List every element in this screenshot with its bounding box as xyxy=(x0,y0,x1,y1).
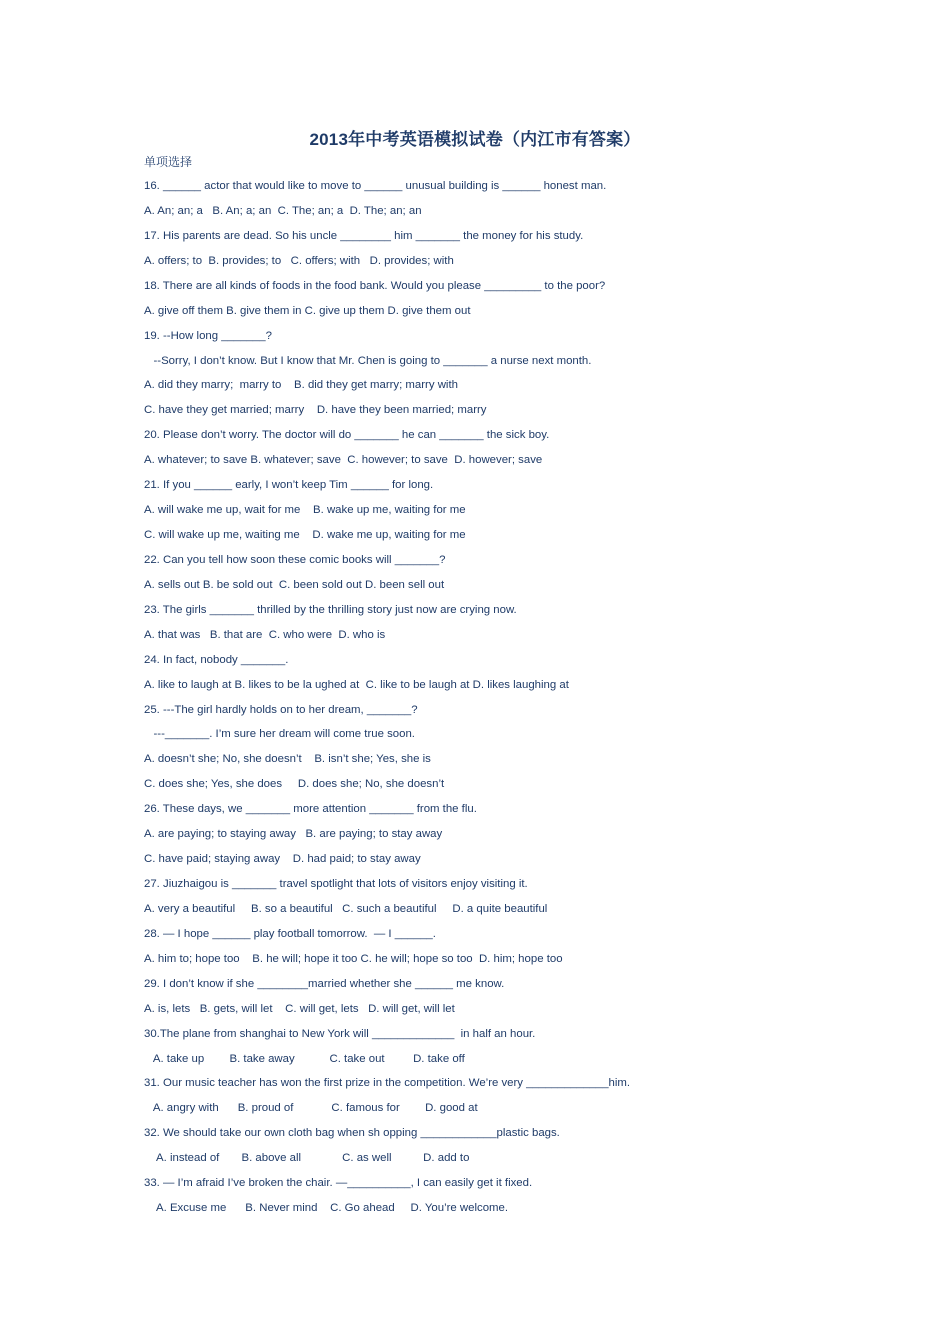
question-line: A. offers; to B. provides; to C. offers; with D. provides; with xyxy=(144,254,454,267)
question-line: A. doesn’t she; No, she doesn’t B. isn’t she; Yes, she is xyxy=(144,753,431,766)
question-line: 17. His parents are dead. So his uncle ________ him _______ the money for his study. xyxy=(144,229,584,242)
question-line: 29. I don’t know if she ________married whether she ______ me know. xyxy=(144,977,505,990)
question-line: A. like to laugh at B. likes to be la ughed at C. like to be laugh at D. likes laughing at xyxy=(144,678,569,691)
question-line: C. have paid; staying away D. had paid; to stay away xyxy=(144,853,421,866)
question-line: A. give off them B. give them in C. give up them D. give them out xyxy=(144,304,471,317)
question-line: A. will wake me up, wait for me B. wake up me, waiting for me xyxy=(144,504,466,517)
question-line: A. take up B. take away C. take out D. take off xyxy=(144,1052,465,1065)
question-line: 27. Jiuzhaigou is _______ travel spotlight that lots of visitors enjoy visiting it. xyxy=(144,878,528,891)
question-line: 23. The girls _______ thrilled by the thrilling story just now are crying now. xyxy=(144,603,517,616)
section-label: 单项选择 xyxy=(144,155,193,169)
question-line: A. very a beautiful B. so a beautiful C. such a beautiful D. a quite beautiful xyxy=(144,902,548,915)
question-line: A. whatever; to save B. whatever; save C. however; to save D. however; save xyxy=(144,454,543,467)
question-line: 25. ---The girl hardly holds on to her dream, _______? xyxy=(144,703,418,716)
question-line: A. sells out B. be sold out C. been sold out D. been sell out xyxy=(144,578,445,591)
question-line: C. have they get married; marry D. have they been married; marry xyxy=(144,404,487,417)
question-line: 33. — I’m afraid I’ve broken the chair. —__________, I can easily get it fixed. xyxy=(144,1177,533,1190)
question-line: A. angry with B. proud of C. famous for D. good at xyxy=(144,1102,478,1115)
question-line: 31. Our music teacher has won the first prize in the competition. We’re very _____________him. xyxy=(144,1077,631,1090)
question-line: 26. These days, we _______ more attention _______ from the flu. xyxy=(144,803,477,816)
question-line: A. did they marry; marry to B. did they get marry; marry with xyxy=(144,379,458,392)
question-line: A. Excuse me B. Never mind C. Go ahead D. You’re welcome. xyxy=(144,1202,509,1215)
question-line: 19. --How long _______? xyxy=(144,329,272,342)
question-line: --Sorry, I don’t know. But I know that Mr. Chen is going to _______ a nurse next month. xyxy=(144,354,592,367)
question-line: 22. Can you tell how soon these comic books will _______? xyxy=(144,553,446,566)
question-line: 24. In fact, nobody _______. xyxy=(144,653,289,666)
question-line: 28. — I hope ______ play football tomorrow. — I ______. xyxy=(144,927,436,940)
question-line: 30.The plane from shanghai to New York will _____________ in half an hour. xyxy=(144,1027,536,1040)
question-line: A. him to; hope too B. he will; hope it too C. he will; hope so too D. him; hope too xyxy=(144,952,563,965)
question-line: A. instead of B. above all C. as well D. add to xyxy=(144,1152,470,1165)
question-line: A. are paying; to staying away B. are paying; to stay away xyxy=(144,828,443,841)
question-line: 18. There are all kinds of foods in the food bank. Would you please _________ to the poor? xyxy=(144,279,606,292)
question-line: A. An; an; a B. An; a; an C. The; an; a D. The; an; an xyxy=(144,204,422,217)
question-line: A. is, lets B. gets, will let C. will get, lets D. will get, will let xyxy=(144,1002,455,1015)
question-line: ---_______. I’m sure her dream will come true soon. xyxy=(144,728,415,741)
question-line: C. will wake up me, waiting me D. wake me up, waiting for me xyxy=(144,529,466,542)
question-line: 20. Please don’t worry. The doctor will do _______ he can _______ the sick boy. xyxy=(144,429,550,442)
question-line: 21. If you ______ early, I won’t keep Tim ______ for long. xyxy=(144,479,434,492)
question-line: 16. ______ actor that would like to move to ______ unusual building is ______ honest man. xyxy=(144,180,607,192)
question-line: C. does she; Yes, she does D. does she; No, she doesn’t xyxy=(144,778,445,791)
question-line: A. that was B. that are C. who were D. who is xyxy=(144,628,386,641)
question-line: 32. We should take our own cloth bag when sh opping ____________plastic bags. xyxy=(144,1127,560,1140)
document-title: 2013年中考英语模拟试卷（内江市有答案） xyxy=(309,130,641,149)
